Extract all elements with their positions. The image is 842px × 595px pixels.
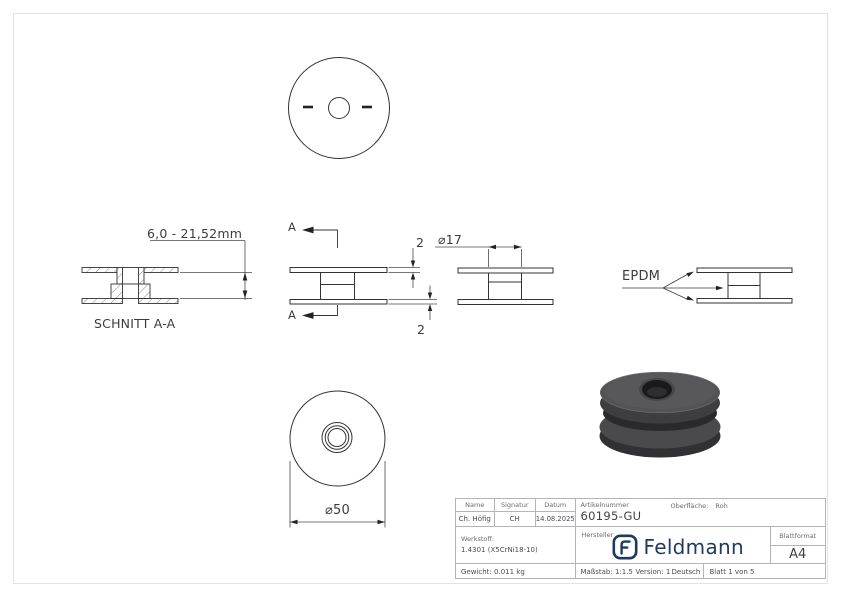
brand-logo xyxy=(612,534,744,560)
clamp-range-dimension: 6,0 - 21,52mm xyxy=(147,226,243,241)
version-value: Version: 1 xyxy=(635,568,671,576)
scale-value: Maßstab: 1:1.5 xyxy=(580,568,633,576)
article-number-label: Artikelnummer xyxy=(580,501,629,509)
sheet-format-value: A4 xyxy=(770,545,827,565)
outer-diameter-dimension: ⌀50 xyxy=(325,503,350,518)
title-block xyxy=(455,498,826,579)
weight-cell xyxy=(455,563,576,579)
section-view-label: SCHNITT A-A xyxy=(94,316,176,331)
surface-row xyxy=(671,502,728,510)
sheet-format-label: Blattformat xyxy=(770,526,827,546)
core-diameter-view xyxy=(435,245,553,305)
section-arrow-label-bottom: A xyxy=(288,308,297,322)
scale-version-cell xyxy=(575,563,704,579)
manufacturer-cell xyxy=(575,526,771,565)
section-view xyxy=(82,241,252,304)
title-block-header-name: Name xyxy=(455,498,495,512)
language-value: Deutsch xyxy=(671,568,701,576)
title-block-header-date: Datum xyxy=(535,498,576,512)
article-cell xyxy=(575,498,827,527)
title-block-header-signature: Signatur xyxy=(494,498,537,512)
flange-thickness-dim-bottom: 2 xyxy=(417,322,426,337)
sheet-info: Blatt 1 von 5 xyxy=(709,568,755,576)
material-label: Werkstoff: xyxy=(461,534,495,543)
weight-value: Gewicht: 0.011 kg xyxy=(461,568,525,576)
core-diameter-dimension: ⌀17 xyxy=(438,232,463,247)
top-view xyxy=(289,58,390,159)
brand-name: Feldmann xyxy=(643,534,744,559)
drawing-date: 14.08.2025 xyxy=(535,511,576,527)
surface-value: Roh xyxy=(715,502,728,510)
article-number: 60195-GU xyxy=(580,509,642,523)
side-view xyxy=(290,227,437,320)
section-arrow-label-top: A xyxy=(288,220,297,234)
material-callout-label: EPDM xyxy=(622,269,661,284)
flange-thickness-dim-top: 2 xyxy=(416,235,425,250)
material-value: 1.4301 (X5CrNi18-10) xyxy=(461,545,538,554)
manufacturer-label: Hersteller xyxy=(581,530,614,539)
surface-label: Oberfläche: xyxy=(670,502,709,510)
material-cell xyxy=(455,526,576,565)
author-signature: CH xyxy=(494,511,537,527)
feldmann-logo-icon xyxy=(612,534,638,560)
author-name: Ch. Höfig xyxy=(455,511,495,527)
sheet-info-cell xyxy=(703,563,827,579)
part-3d-render xyxy=(600,372,721,458)
